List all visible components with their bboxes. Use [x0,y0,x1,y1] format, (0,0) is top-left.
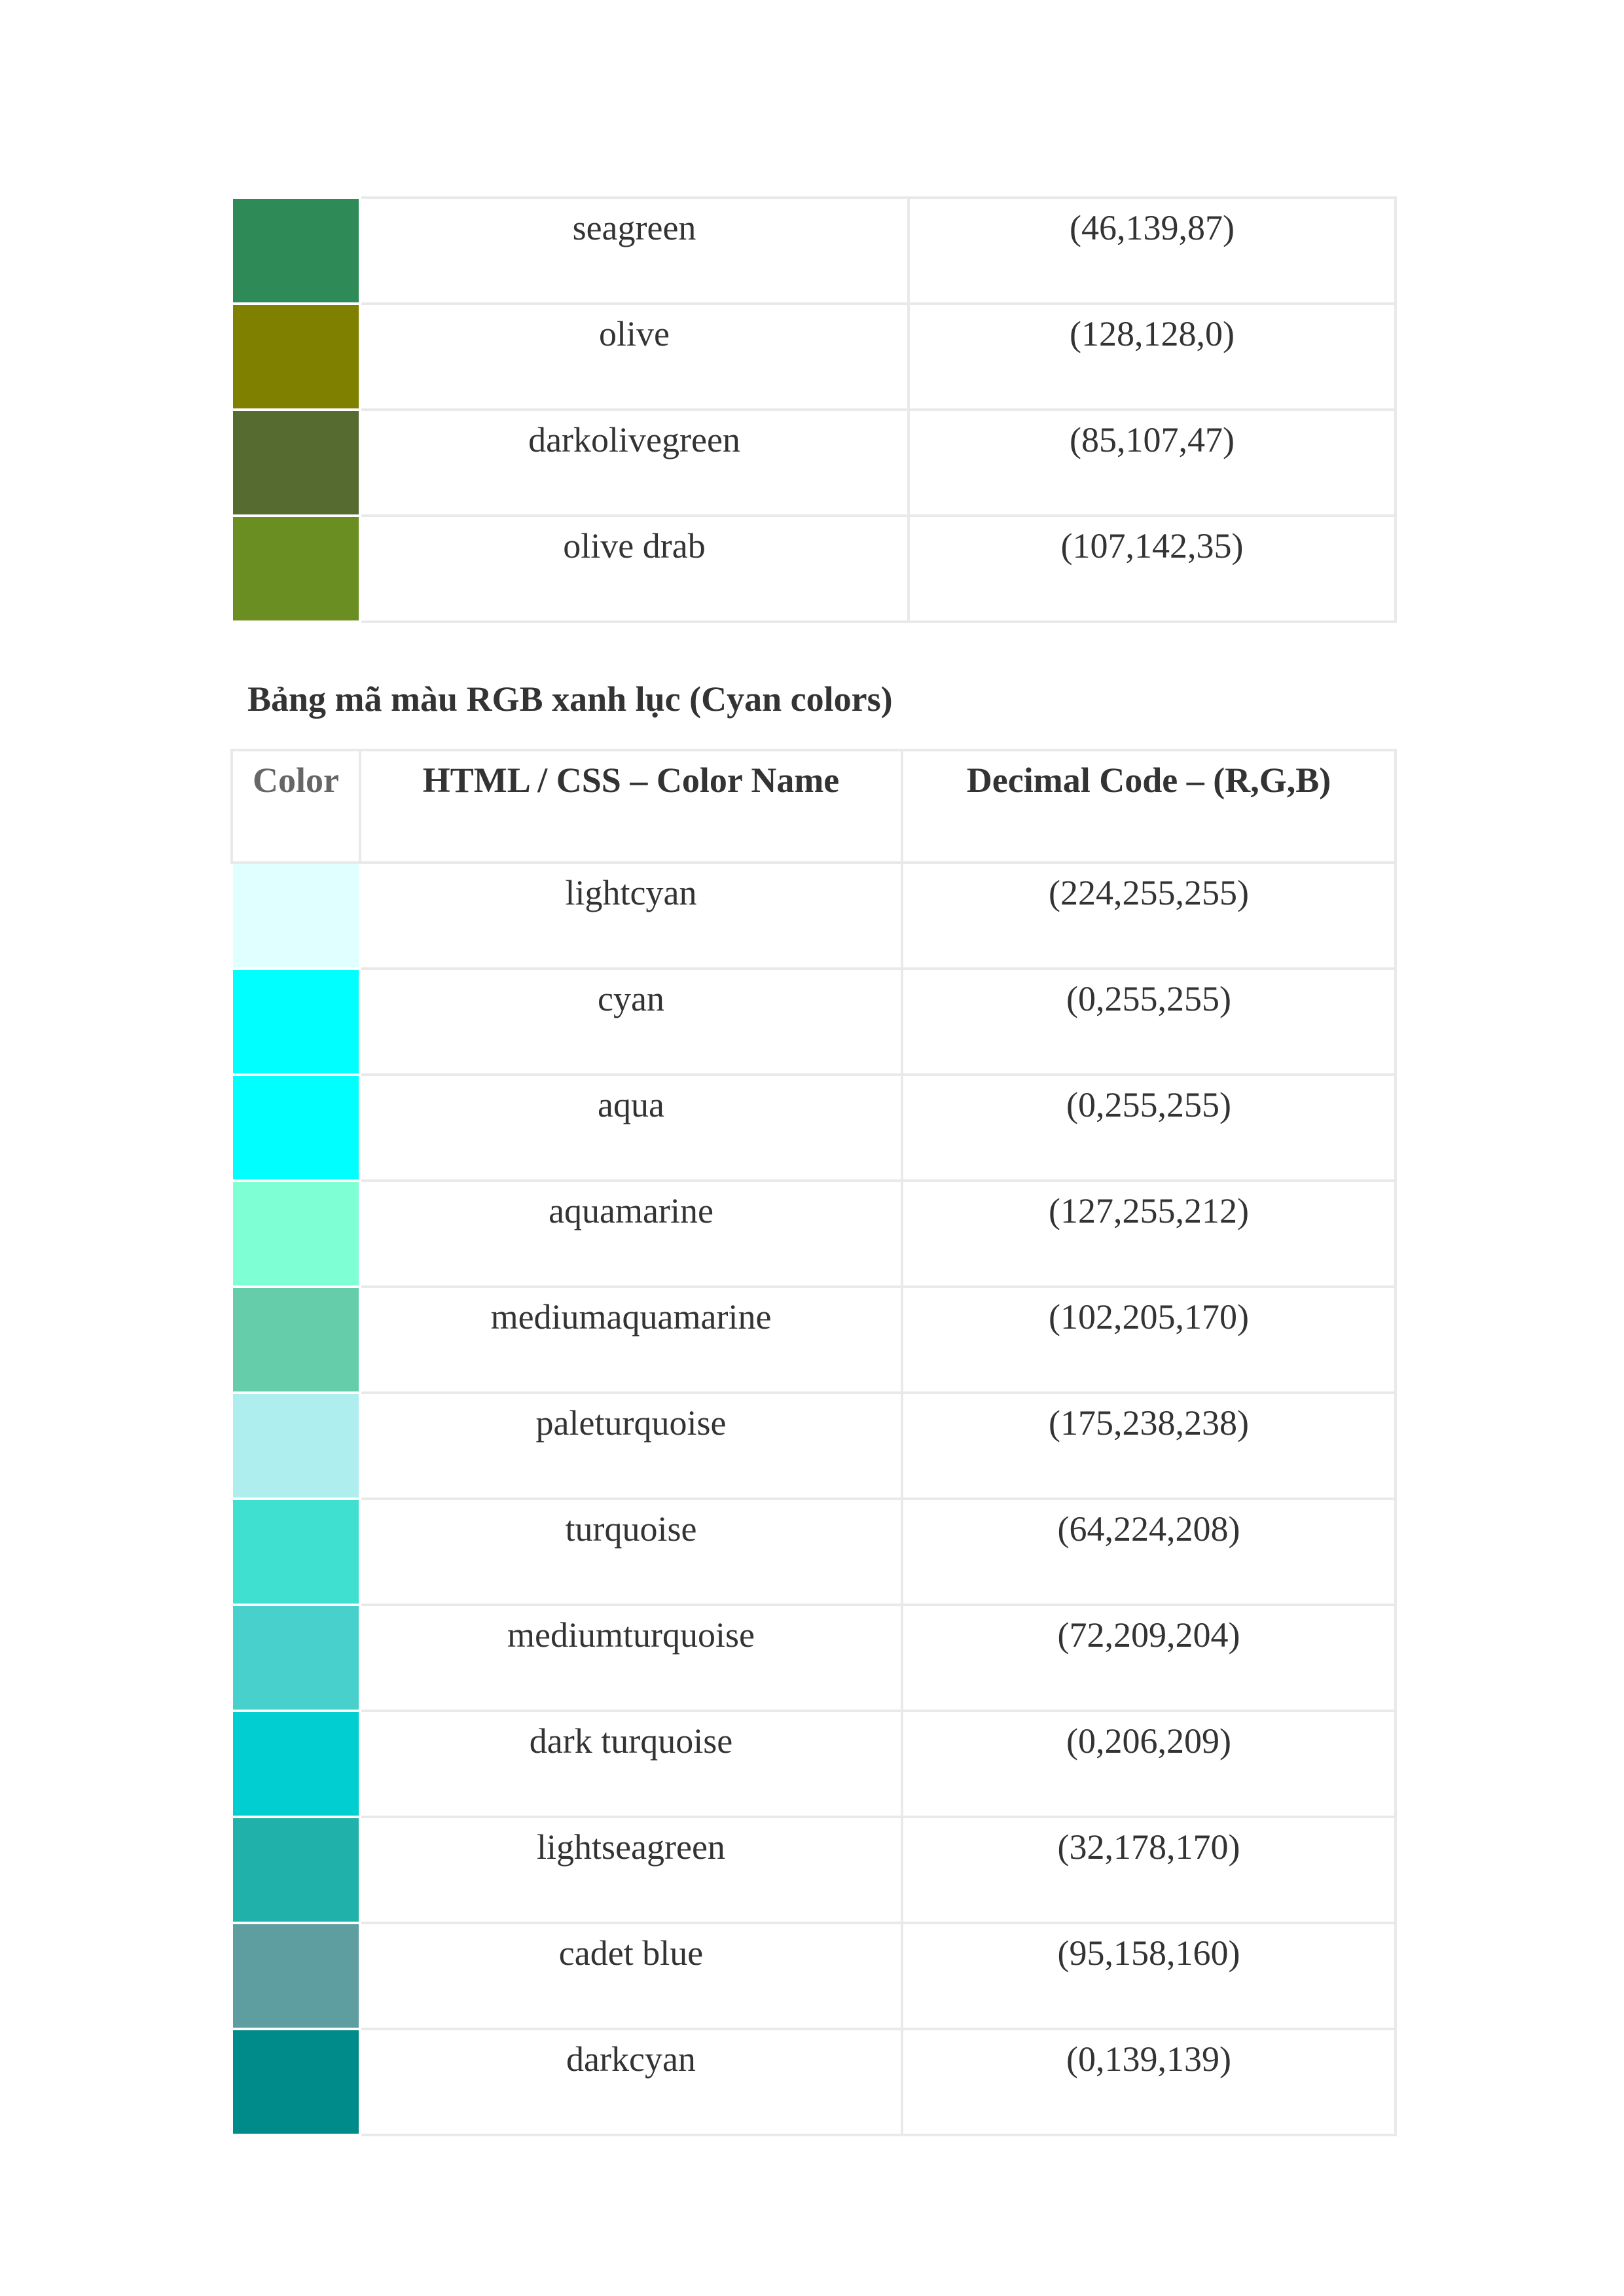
color-name-cell: aquamarine [360,1181,902,1287]
color-name-cell: darkcyan [360,2029,902,2135]
table-row [232,1499,1396,1605]
table-row [232,410,1396,516]
color-name-cell: paleturquoise [360,1393,902,1499]
decimal-code-cell: (128,128,0) [909,304,1396,410]
color-swatch [232,2029,360,2135]
color-swatch [232,1393,360,1499]
green-color-table [230,196,1397,623]
color-name-cell: cyan [360,969,902,1075]
color-swatch [232,969,360,1075]
color-swatch [232,304,360,410]
color-swatch [232,1605,360,1711]
decimal-code-cell: (0,255,255) [902,969,1396,1075]
section-heading: Bảng mã màu RGB xanh lục (Cyan colors) [247,679,893,719]
color-name-cell: lightseagreen [360,1817,902,1923]
color-name-cell: seagreen [360,198,909,304]
table-row [232,1181,1396,1287]
color-name-cell: olive [360,304,909,410]
decimal-code-cell: (0,139,139) [902,2029,1396,2135]
column-header-code: Decimal Code – (R,G,B) [902,750,1396,863]
table-row [232,516,1396,622]
decimal-code-cell: (46,139,87) [909,198,1396,304]
color-swatch [232,1499,360,1605]
decimal-code-cell: (102,205,170) [902,1287,1396,1393]
table-row [232,1711,1396,1817]
color-name-cell: olive drab [360,516,909,622]
decimal-code-cell: (0,255,255) [902,1075,1396,1181]
column-header-color: Color [232,750,360,863]
table-row [232,969,1396,1075]
table-row [232,1287,1396,1393]
color-name-cell: dark turquoise [360,1711,902,1817]
decimal-code-cell: (175,238,238) [902,1393,1396,1499]
table-row [232,1393,1396,1499]
decimal-code-cell: (64,224,208) [902,1499,1396,1605]
color-swatch [232,1181,360,1287]
table-header-row [232,750,1396,863]
color-swatch [232,1817,360,1923]
color-swatch [232,516,360,622]
table-row [232,863,1396,969]
decimal-code-cell: (72,209,204) [902,1605,1396,1711]
color-swatch [232,1923,360,2029]
color-name-cell: darkolivegreen [360,410,909,516]
decimal-code-cell: (127,255,212) [902,1181,1396,1287]
cyan-color-table [230,749,1397,2136]
table-row [232,1817,1396,1923]
column-header-name: HTML / CSS – Color Name [360,750,902,863]
decimal-code-cell: (95,158,160) [902,1923,1396,2029]
color-swatch [232,410,360,516]
color-swatch [232,1075,360,1181]
decimal-code-cell: (85,107,47) [909,410,1396,516]
color-swatch [232,863,360,969]
color-name-cell: cadet blue [360,1923,902,2029]
color-name-cell: mediumturquoise [360,1605,902,1711]
decimal-code-cell: (0,206,209) [902,1711,1396,1817]
color-name-cell: aqua [360,1075,902,1181]
decimal-code-cell: (32,178,170) [902,1817,1396,1923]
table-row [232,2029,1396,2135]
table-row [232,304,1396,410]
color-swatch [232,1287,360,1393]
table-row [232,1605,1396,1711]
decimal-code-cell: (107,142,35) [909,516,1396,622]
decimal-code-cell: (224,255,255) [902,863,1396,969]
color-swatch [232,198,360,304]
color-name-cell: turquoise [360,1499,902,1605]
table-row [232,1075,1396,1181]
color-name-cell: lightcyan [360,863,902,969]
table-row [232,1923,1396,2029]
table-row [232,198,1396,304]
color-swatch [232,1711,360,1817]
color-name-cell: mediumaquamarine [360,1287,902,1393]
